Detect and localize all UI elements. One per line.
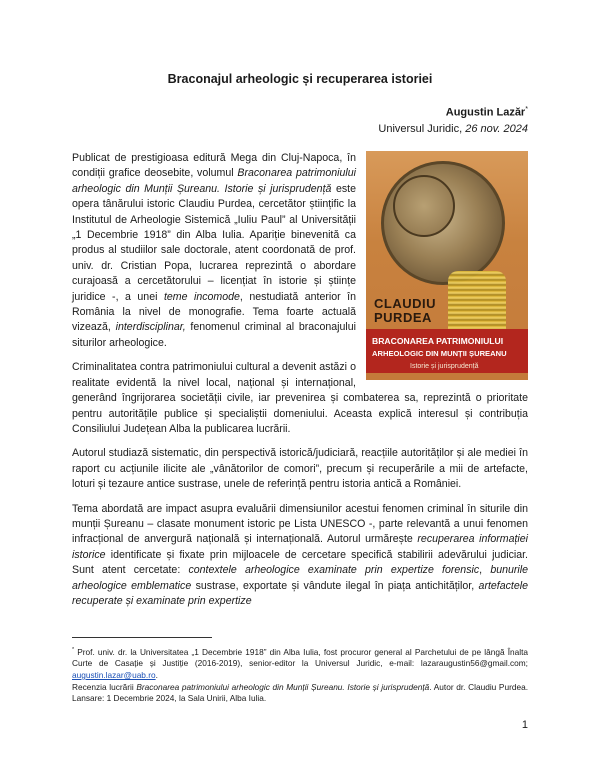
p4-emphasis-h: artefactele recuperate și examinate prin expertize — [72, 579, 529, 607]
p1-text-g: fenomenul criminal al braconajului siturilor arheologice. — [72, 321, 356, 349]
footnote-2-text-a: Recenzia lucrării — [72, 681, 137, 692]
cover-title-band — [366, 329, 528, 373]
p1-emphasis-f: interdisciplinar, — [115, 321, 186, 334]
p1-text-e: , nestudiată anterior în România la nivel de monografie. Tema foarte actuală vizează, — [72, 290, 356, 334]
shield-boss-illustration — [393, 175, 455, 237]
article-body — [72, 151, 528, 618]
paragraph-3: Autorul studiază sistematic, din perspectivă istorică/judiciară, reacțiile autorităților și ale mediei în raport cu acțiunile ilicite ale „vânătorilor de comori”, precum și recuperările a mii de artefacte, loturi și tezaure antice sustrase, unele de referință pentru istoria antică a României. — [72, 447, 528, 491]
cover-author-name — [374, 297, 436, 325]
email-link[interactable]: augustin.lazar@uab.ro — [72, 669, 156, 680]
p4-text-c: identificate și fixate prin mijloacele de cercetare specifică stabilirii adevărului judiciar. Sunt atent cercetate: — [72, 548, 528, 577]
footnote-2-book-title: Braconarea patrimoniului arheologic din Munții Șureanu. Istorie și jurisprudență — [136, 681, 430, 692]
p4-emphasis-d: contextele arheologice examinate prin expertize forensic — [188, 564, 480, 577]
footnote-1-end: . — [155, 669, 158, 680]
article-title: Braconajul arheologic și recuperarea istoriei — [167, 72, 433, 86]
publication-date: 26 nov. 2024 — [465, 122, 528, 135]
p4-text-g: sustrase, exportate și vândute ilegal în piața antichităților, — [191, 579, 479, 592]
cover-subtitle: Istorie și jurisprudență — [410, 363, 479, 370]
footnotes — [72, 645, 528, 705]
footnote-separator — [72, 637, 212, 638]
footnote-marker: * — [525, 105, 528, 113]
cover-title-line2: ARHEOLOGIC DIN MUNȚII ȘUREANU — [372, 349, 507, 358]
cover-title-line1: BRACONAREA PATRIMONIULUI — [372, 336, 504, 346]
paragraph-2: Criminalitatea contra patrimoniului cultural a devenit astăzi o realitate evidentă la nivel local, național și internațional, generând îngrijorarea societății civile, iar prevenirea și combaterea sa, reprezintă o prioritate pentru autoritățile publice și specialiștii domeniului. Aceasta explică interesul și contribuția Consiliului Județean Alba la publicarea lucrării. — [72, 361, 528, 435]
p4-emphasis-b: recuperarea informației istorice — [72, 533, 528, 561]
author-block — [378, 101, 528, 137]
p4-emphasis-f: bunurile arheologice emblematice — [72, 564, 529, 592]
footnote-2-text-c: . Autor dr. Claudiu Purdea. Lansare: 1 Decembrie 2024, la Sala Unirii, Alba Iulia. — [72, 681, 528, 704]
publication-source: Universul Juridic, — [378, 122, 466, 135]
footnote-1-text: Prof. univ. dr. la Universitatea „1 Decembrie 1918” din Alba Iulia, fost procuror general al Parchetului de pe lângă Înalta Curte de Casație și Justiție (2016-2019), senior-editor la Universul Juridic, e-mail: lazaraugustin56@gmail.com; — [72, 646, 528, 669]
footnote-1-mark: * — [72, 647, 75, 653]
page-number: 1 — [521, 719, 528, 731]
paragraph-4 — [72, 502, 528, 610]
p4-text-e: , — [479, 564, 491, 577]
author-name: Augustin Lazăr — [445, 106, 526, 119]
p1-book-title: Braconarea patrimoniului arheologic din Munții Șureanu. Istorie și jurisprudență — [72, 167, 357, 195]
footnote-2 — [72, 682, 528, 705]
p1-text-a: Publicat de prestigioasa editură Mega din Cluj-Napoca, în condiții grafice deosebite, volumul — [72, 152, 356, 180]
cover-author-last: PURDEA — [374, 310, 432, 325]
p1-emphasis-d: teme incomode — [163, 290, 240, 303]
book-cover-image — [366, 151, 528, 380]
footnote-1 — [72, 645, 528, 682]
p4-text-a: Tema abordată are impact asupra evaluării dimensiunilor acestui fenomen criminal în siturile din munții Șureanu – clasate monument istoric pe Lista UNESCO -, parte relevantă a unui fenomen infracțional de anvergură națională și internațională. Autorul urmărește — [72, 502, 528, 546]
cover-author-first: CLAUDIU — [374, 296, 436, 311]
p1-text-c: este opera tânărului istoric Claudiu Purdea, cercetător științific la Institutul de Arheologie Sistemică „Iuliu Paul” al Universității „1 Decembrie 1918” din Alba Iulia. Apariție binevenită ca produs al studiilor sale doctorale, atent coordonată de prof. univ. dr. Cristian Popa, lucrarea reprezintă o abordare curajoasă a cercetătorului – licențiat în istorie și științe juridice -, a unei — [72, 182, 356, 303]
